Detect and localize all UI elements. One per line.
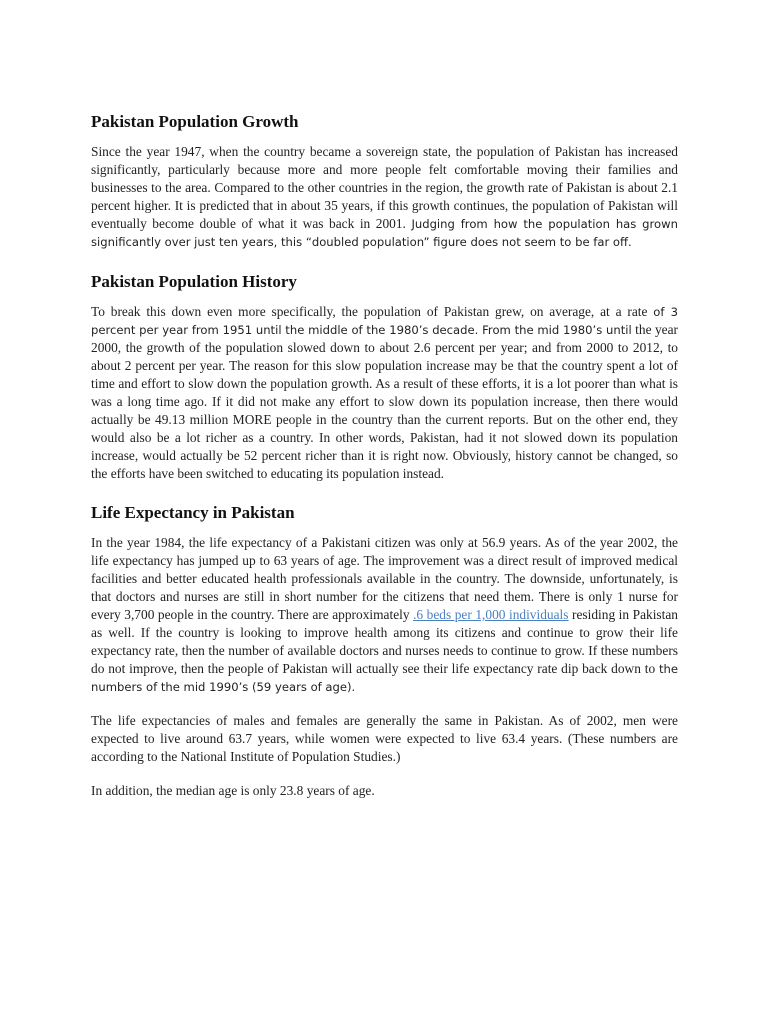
paragraph-text: To break this down even more specifically, the population of Pakistan grew, on average, at a rate [91, 304, 648, 319]
paragraph-male-female-expectancy: The life expectancies of males and females are generally the same in Pakistan. As of 2002, men were expected to live around 63.7 years, while women were expected to live 63.4 years. (These numbers are according to the National Institute of Population Studies.) [91, 713, 678, 764]
heading-population-growth: Pakistan Population Growth [91, 112, 299, 131]
paragraph-text-alt-font: the numbers of the mid 1990’s (59 years of age). [91, 662, 678, 694]
heading-population-history: Pakistan Population History [91, 272, 297, 291]
paragraph-text: In the year 1984, the life expectancy of a Pakistani citizen was only at 56.9 years. As of the year 2002, the life expectancy has jumped up to 63 years of age. The improvement was a direct result of improved medical facilities and better educated health professionals available in the country. The downside, unfortunately, is that doctors and nurses are still in short number for the citizens that need them. There is only 1 nurse for every 3,700 people in the country. There are approximately [91, 535, 678, 622]
paragraph-text-alt-font: of 3 percent per year from 1951 until the middle of the 1980’s decade. From the mid 1980’s until [91, 305, 678, 337]
beds-per-individuals-link[interactable]: .6 beds per 1,000 individuals [413, 607, 569, 622]
paragraph-life-expectancy [91, 534, 678, 696]
paragraph-median-age: In addition, the median age is only 23.8 years of age. [91, 783, 375, 798]
paragraph-population-history [91, 303, 678, 483]
paragraph-population-growth [91, 143, 678, 251]
paragraph-text: residing in Pakistan as well. If the country is looking to improve health among its citizens and continue to grow their life expectancy rate, then the number of available doctors and nurses needs to continue to grow. If these numbers do not improve, then the people of Pakistan will actually see their life expectancy rate dip back down to [91, 607, 678, 676]
paragraph-text: Since the year 1947, when the country became a sovereign state, the population of Pakistan has increased significantly, particularly because more and more people felt comfortable moving their families and businesses to the area. Compared to the other countries in the region, the growth rate of Pakistan is about 2.1 percent higher. It is predicted that in about 35 years, if this growth continues, the population of Pakistan will eventually become double of what it was back in 2001. [91, 144, 678, 231]
heading-life-expectancy: Life Expectancy in Pakistan [91, 503, 295, 522]
document-page [91, 110, 678, 816]
paragraph-text: the year 2000, the growth of the population slowed down to about 2.6 percent per year; and from 2000 to 2012, to about 2 percent per year. The reason for this slow population increase may be that the country spent a lot of time and effort to slow down the population growth. As a result of these efforts, it is a lot poorer than what is was a long time ago. If it did not make any effort to slow down its population increase, then there would actually be 49.13 million MORE people in the country than the current reports. But on the other end, they would also be a lot richer as a country. In other words, Pakistan, had it not slowed down its population increase, would actually be 52 percent richer than it is right now. Obviously, history cannot be changed, so the efforts have been switched to educating its population instead. [91, 322, 678, 481]
paragraph-text-alt-font: Judging from how the population has grown significantly over just ten years, this “doubled population” figure does not seem to be far off. [91, 217, 678, 249]
